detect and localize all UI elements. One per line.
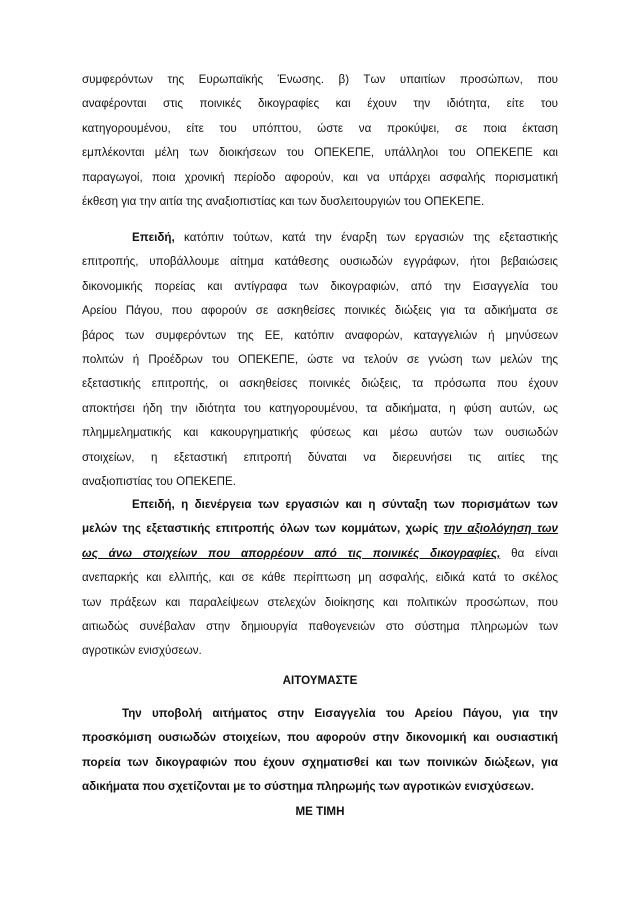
text-line: δικονομικής πορείας και αντίγραφα των δικογραφιών, από την Εισαγγελία του <box>82 279 558 293</box>
closing-salutation: ΜΕ ΤΙΜΗ <box>295 805 345 818</box>
text-line: Επειδή, η διενέργεια των εργασιών και η σύνταξη των πορισμάτων των <box>132 498 558 511</box>
text-line: προσκόμιση ουσιωδών στοιχείων, που αφορούν στην δικονομική και ουσιαστική <box>82 731 558 745</box>
paragraph-request-body <box>82 702 558 800</box>
request-heading: ΑΙΤΟΥΜΑΣΤΕ <box>282 674 358 687</box>
lead-word: Επειδή, <box>132 231 175 244</box>
text-line: αγροτικών ενισχύσεων. <box>82 644 202 658</box>
text-fragment: μελών της εξεταστικής επιτροπής όλων των κομμάτων, χωρίς <box>82 522 439 536</box>
text-line <box>82 542 558 566</box>
paragraph-eu-interests <box>82 68 558 214</box>
paragraph-document-request <box>82 226 558 494</box>
text-line: έκθεση για την αιτία της αναξιοπιστίας και των δυσλειτουργιών του ΟΠΕΚΕΠΕ. <box>82 194 485 208</box>
text-line: παραγωγοί, ποια χρονική περίοδο αφορούν, και να υπάρχει ασφαλής πορισματική <box>82 170 558 184</box>
paragraph-inadequacy <box>82 493 558 664</box>
text-line: αναφέρονται στις ποινικές δικογραφίες και έχουν την ιδιότητα, είτε του <box>82 97 558 111</box>
text-line: πλημμεληματικής και κακουργηματικής φύσεως και μέσω αυτών των ουσιωδών <box>82 426 558 440</box>
text-line: αναξιοπιστίας του ΟΠΕΚΕΠΕ. <box>82 474 236 488</box>
text-line: αποκτήσει ήδη την ιδιότητα του κατηγορουμένου, τα αδικήματα, η φύση αυτών, ως <box>82 401 558 415</box>
text-line: εξεταστικής επιτροπής, οι ασκηθείσες ποινικές διώξεις, τα πρόσωπα που έχουν <box>82 377 558 391</box>
text-line: αιτιωδώς συνέβαλαν στην δημιουργία παθογενειών στο σύστημα πληρωμών των <box>82 619 558 633</box>
text-line: πολιτών ή Προέδρων του ΟΠΕΚΕΠΕ, ώστε να τελούν σε γνώση των μελών της <box>82 352 558 366</box>
emphasis-fragment: την αξιολόγηση των <box>443 522 558 536</box>
text-line: των πράξεων και παραλείψεων στελεχών διοίκησης και πολιτικών προσώπων, που <box>82 595 558 609</box>
text-line: Αρείου Πάγου, που αφορούν σε ασκηθείσες ποινικές διώξεις για τα αδικήματα σε <box>82 304 558 318</box>
text-line: εμπλέκονται μέλη των διοικήσεων του ΟΠΕΚΕΠΕ, υπάλληλοι του ΟΠΕΚΕΠΕ και <box>82 146 558 160</box>
text-line: ανεπαρκής και ελλιπής, και σε κάθε περίπτωση μη ασφαλής, ειδικά κατά το σκέλος <box>82 571 558 585</box>
text-fragment: κατόπιν τούτων, κατά την έναρξη των εργασιών της εξεταστικής <box>184 231 558 244</box>
closing-block <box>82 800 558 824</box>
emphasis-fragment: ως άνω στοιχείων που απορρέουν από τις ποινικές δικογραφίες, <box>82 546 501 560</box>
request-heading-block <box>82 669 558 693</box>
text-line <box>82 517 558 541</box>
text-line: πορεία των δικογραφιών που έχουν σχηματισθεί και των ποινικών διώξεων, για <box>82 755 558 769</box>
text-line: επιτροπής, υποβάλλουμε αίτημα κατάθεσης ουσιωδών εγγράφων, ήτοι βεβαιώσεις <box>82 255 558 269</box>
text-line: συμφερόντων της Ευρωπαϊκής Ένωσης. β) Των υπαιτίων προσώπων, που <box>82 73 558 86</box>
text-line: κατηγορουμένου, είτε του υπόπτου, ώστε να προκύψει, σε ποια έκταση <box>82 121 558 135</box>
text-fragment: θα είναι <box>511 546 558 560</box>
text-line <box>82 226 558 250</box>
text-line: αδικήματα που σχετίζονται με το σύστημα πληρωμής των αγροτικών ενισχύσεων. <box>82 780 534 794</box>
text-line: στοιχείων, η εξεταστική επιτροπή δύναται να διερευνήσει τις αιτίες της <box>82 450 558 464</box>
text-line: Την υποβολή αιτήματος στην Εισαγγελία του Αρείου Πάγου, για την <box>122 707 558 720</box>
text-line: βάρος των συμφερόντων της ΕΕ, κατόπιν αναφορών, καταγγελιών ή μηνύσεων <box>82 328 558 342</box>
